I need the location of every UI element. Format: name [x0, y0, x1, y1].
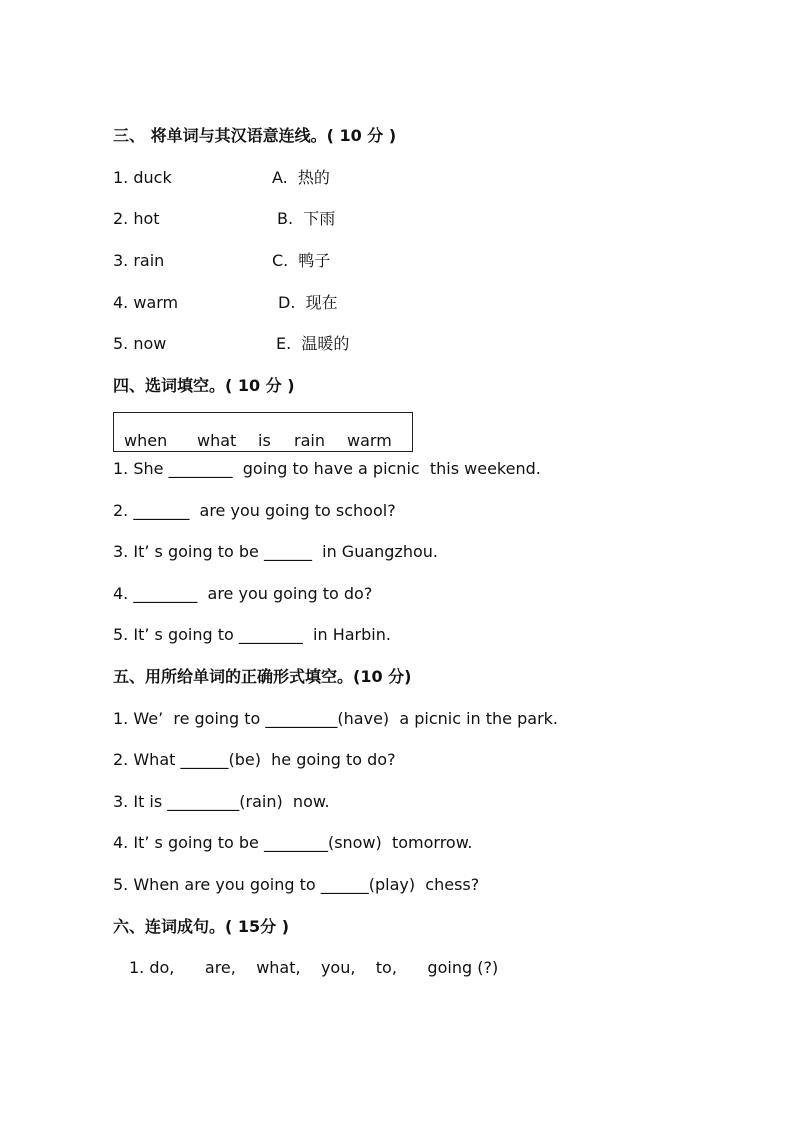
form-item-1: 1. We’ re going to _________(have) a picnic in the park.: [113, 709, 558, 728]
section5-heading: 五、用所给单词的正确形式填空。(10 分): [113, 667, 412, 686]
match-meaning-c: C. 鸭子: [272, 251, 331, 270]
sentence-item-1: 1. do, are, what, you, to, going (?): [129, 958, 499, 977]
word-bank-item: when: [124, 431, 168, 450]
form-item-3: 3. It is _________(rain) now.: [113, 792, 330, 811]
fill-item-5: 5. It’ s going to ________ in Harbin.: [113, 625, 391, 644]
match-word-3: 3. rain: [113, 251, 165, 270]
match-meaning-e: E. 温暖的: [276, 334, 350, 353]
match-word-2: 2. hot: [113, 209, 160, 228]
section3-heading: 三、 将单词与其汉语意连线。( 10 分 ): [113, 126, 397, 145]
word-bank-item: what: [197, 431, 237, 450]
match-meaning-a: A. 热的: [272, 168, 330, 187]
form-item-5: 5. When are you going to ______(play) chess?: [113, 875, 480, 894]
word-bank-item: is: [258, 431, 271, 450]
fill-item-1: 1. She ________ going to have a picnic this weekend.: [113, 459, 541, 478]
match-word-5: 5. now: [113, 334, 167, 353]
match-word-1: 1. duck: [113, 168, 172, 187]
section6-heading: 六、连词成句。( 15分 ): [113, 917, 290, 936]
fill-item-3: 3. It’ s going to be ______ in Guangzhou.: [113, 542, 438, 561]
form-item-2: 2. What ______(be) he going to do?: [113, 750, 396, 769]
fill-item-2: 2. _______ are you going to school?: [113, 501, 396, 520]
match-meaning-b: B. 下雨: [277, 209, 336, 228]
word-bank-item: rain: [294, 431, 325, 450]
match-meaning-d: D. 现在: [278, 293, 338, 312]
word-bank-item: warm: [347, 431, 392, 450]
section4-heading: 四、选词填空。( 10 分 ): [113, 376, 295, 395]
match-word-4: 4. warm: [113, 293, 179, 312]
word-bank: [113, 412, 413, 452]
form-item-4: 4. It’ s going to be ________(snow) tomorrow.: [113, 833, 473, 852]
fill-item-4: 4. ________ are you going to do?: [113, 584, 373, 603]
